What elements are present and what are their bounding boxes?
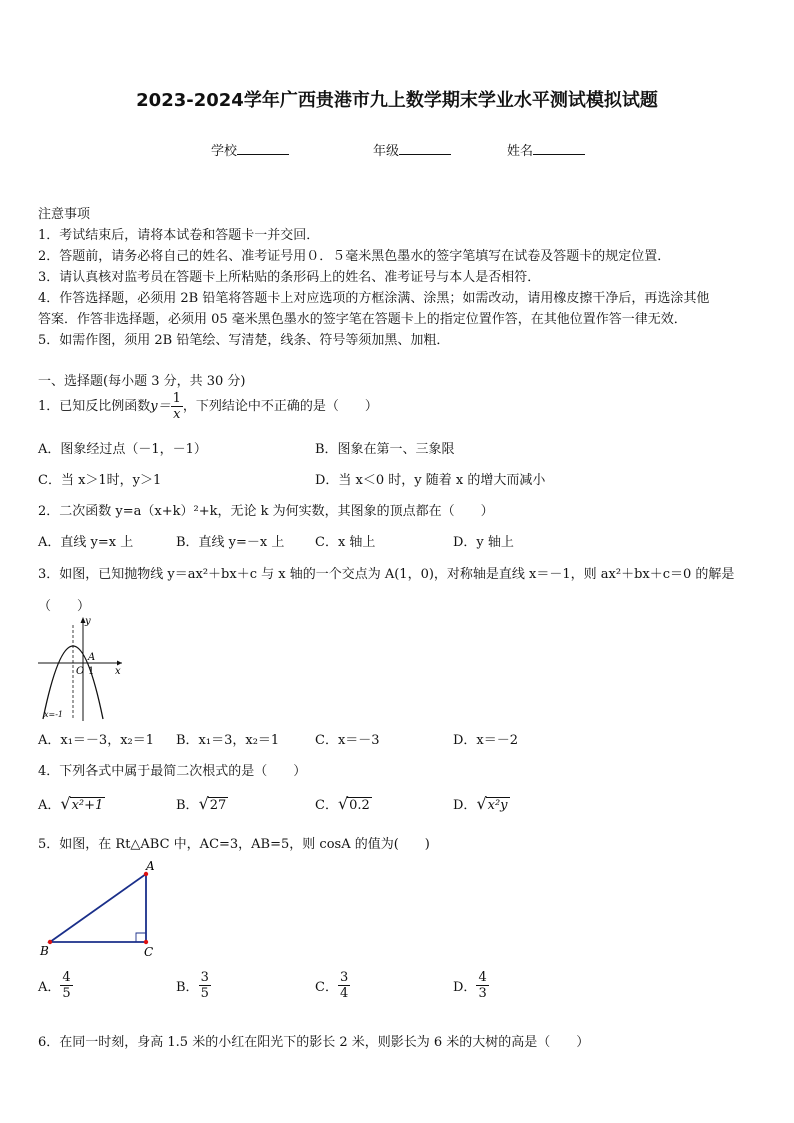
option-label: C． <box>315 798 338 813</box>
question-3-stem-cont: （ ） <box>38 599 91 614</box>
q4-option-c[interactable] <box>315 794 372 813</box>
q1-prefix: 1．已知反比例函数 <box>38 399 151 414</box>
q5-option-d[interactable] <box>453 970 489 1001</box>
notice-heading: 注意事项 <box>38 207 91 222</box>
q4-option-a[interactable] <box>38 794 105 813</box>
page-title: 2023-2024学年广西贵港市九上数学期末学业水平测试模拟试题 <box>136 90 658 111</box>
q3-option-d[interactable]: D．x＝－2 <box>453 733 519 748</box>
q3-parabola-figure <box>36 613 128 723</box>
option-label: D． <box>453 798 477 813</box>
fraction <box>476 970 488 1001</box>
radicand: 0.2 <box>349 798 370 813</box>
vertex-a-label: A <box>146 859 155 873</box>
q4-option-d[interactable] <box>453 794 510 813</box>
question-1-stem <box>38 391 378 422</box>
numerator: 3 <box>339 970 349 985</box>
notice-item: 3．请认真核对监考员在答题卡上所粘贴的条形码上的姓名、准考证号与本人是否相符． <box>38 270 541 285</box>
name-label: 姓名 <box>507 144 534 159</box>
option-label: A． <box>38 980 61 995</box>
q1-option-c[interactable]: C．当 x＞1时，y＞1 <box>38 473 162 488</box>
radicand: x²y <box>487 798 508 813</box>
name-blank[interactable] <box>533 142 585 155</box>
notice-item: 1．考试结束后，请将本试卷和答题卡一并交回． <box>38 228 320 243</box>
notice-item: 答案．作答非选择题，必须用 05 毫米黑色墨水的签字笔在答题卡上的指定位置作答，在其他位置作答一律无效． <box>38 312 687 327</box>
question-3-stem: 3．如图，已知抛物线 y＝ax²＋bx＋c 与 x 轴的一个交点为 A(1，0)，对称轴是直线 x＝－1，则 ax²＋bx＋c＝0 的解是 <box>38 567 735 582</box>
fraction <box>199 970 211 1001</box>
radicand: 27 <box>209 798 227 813</box>
numerator: 4 <box>62 970 71 985</box>
q3-option-c[interactable]: C．x＝－3 <box>315 733 380 748</box>
q3-option-a[interactable]: A．x₁＝－3，x₂＝1 <box>38 733 155 748</box>
q1-frac-num: 1 <box>172 391 181 406</box>
sqrt-sign: √ <box>476 794 487 813</box>
grade-blank[interactable] <box>399 142 451 155</box>
q4-option-b[interactable] <box>176 794 228 813</box>
numerator: 3 <box>200 970 209 985</box>
sqrt-sign: √ <box>60 794 71 813</box>
school-field[interactable] <box>211 140 289 159</box>
q2-option-a[interactable]: A．直线 y=x 上 <box>38 535 134 550</box>
q5-option-c[interactable] <box>315 970 350 1001</box>
fraction <box>60 970 72 1001</box>
sqrt-sign: √ <box>198 794 209 813</box>
x-axis-arrow <box>117 661 122 666</box>
question-4-stem: 4．下列各式中属于最简二次根式的是（ ） <box>38 764 307 779</box>
notice-item: 5．如需作图，须用 2B 铅笔绘、写清楚，线条、符号等须加黑、加粗． <box>38 333 450 348</box>
q1-frac-den: x <box>173 407 181 422</box>
radicand: x²+1 <box>71 798 104 813</box>
option-label: B． <box>176 798 199 813</box>
q1-option-b[interactable]: B．图象在第一、三象限 <box>315 442 455 457</box>
tick-one-label: 1 <box>88 666 95 677</box>
vertex-b-label: B <box>40 944 49 958</box>
q5-triangle-figure <box>36 858 160 960</box>
school-blank[interactable] <box>237 142 289 155</box>
notice-item: 2．答题前，请务必将自己的姓名、准考证号用０．５毫米黑色墨水的签字笔填写在试卷及答题卡的规定位置． <box>38 249 671 264</box>
y-axis-label: y <box>85 616 91 627</box>
symmetry-axis-label: x=-1 <box>44 710 64 719</box>
option-label: B． <box>176 980 199 995</box>
origin-label: O <box>76 666 85 677</box>
q1-fraction <box>171 391 183 422</box>
notice-item: 4．作答选择题，必须用 2B 铅笔将答题卡上对应选项的方框涂满、涂黑；如需改动，请用橡皮擦干净后，再选涂其他 <box>38 291 710 306</box>
q5-option-a[interactable] <box>38 970 73 1001</box>
denominator: 5 <box>62 986 71 1001</box>
denominator: 4 <box>339 986 349 1001</box>
option-label: D． <box>453 980 477 995</box>
sqrt-sign: √ <box>337 794 349 813</box>
q2-option-d[interactable]: D．y 轴上 <box>453 535 514 550</box>
denominator: 3 <box>478 986 487 1001</box>
q5-option-b[interactable] <box>176 970 211 1001</box>
school-label: 学校 <box>211 144 238 159</box>
option-label: A． <box>38 798 61 813</box>
question-6-stem: 6．在同一时刻，身高 1.5 米的小红在阳光下的影长 2 米，则影长为 6 米的大树的高是（ ） <box>38 1035 590 1050</box>
q2-option-b[interactable]: B．直线 y=－x 上 <box>176 535 285 550</box>
point-a-label: A <box>88 652 96 663</box>
question-2-stem: 2．二次函数 y=a（x+k）²+k，无论 k 为何实数，其图象的顶点都在（ ） <box>38 504 494 519</box>
q3-option-b[interactable]: B．x₁＝3，x₂＝1 <box>176 733 280 748</box>
numerator: 4 <box>478 970 487 985</box>
x-axis-label: x <box>115 666 121 677</box>
q1-option-a[interactable]: A．图象经过点（－1，－1） <box>38 442 207 457</box>
denominator: 5 <box>200 986 209 1001</box>
section-heading: 一、选择题(每小题 3 分，共 30 分) <box>38 374 246 389</box>
option-label: C． <box>315 980 338 995</box>
grade-label: 年级 <box>373 144 400 159</box>
question-5-stem: 5．如图，在 Rt△ABC 中，AC=3，AB=5，则 cosA 的值为( ) <box>38 837 430 852</box>
q1-func-lhs: y＝ <box>150 399 171 414</box>
q1-option-d[interactable]: D．当 x＜0 时，y 随着 x 的增大而减小 <box>315 473 546 488</box>
q2-option-c[interactable]: C．x 轴上 <box>315 535 376 550</box>
vertex-c-dot <box>144 940 148 944</box>
q1-suffix: ，下列结论中不正确的是（ ） <box>182 399 378 414</box>
name-field[interactable] <box>507 140 585 159</box>
fraction <box>338 970 350 1001</box>
vertex-c-label: C <box>144 945 154 959</box>
grade-field[interactable] <box>373 140 451 159</box>
triangle-abc <box>50 874 146 942</box>
